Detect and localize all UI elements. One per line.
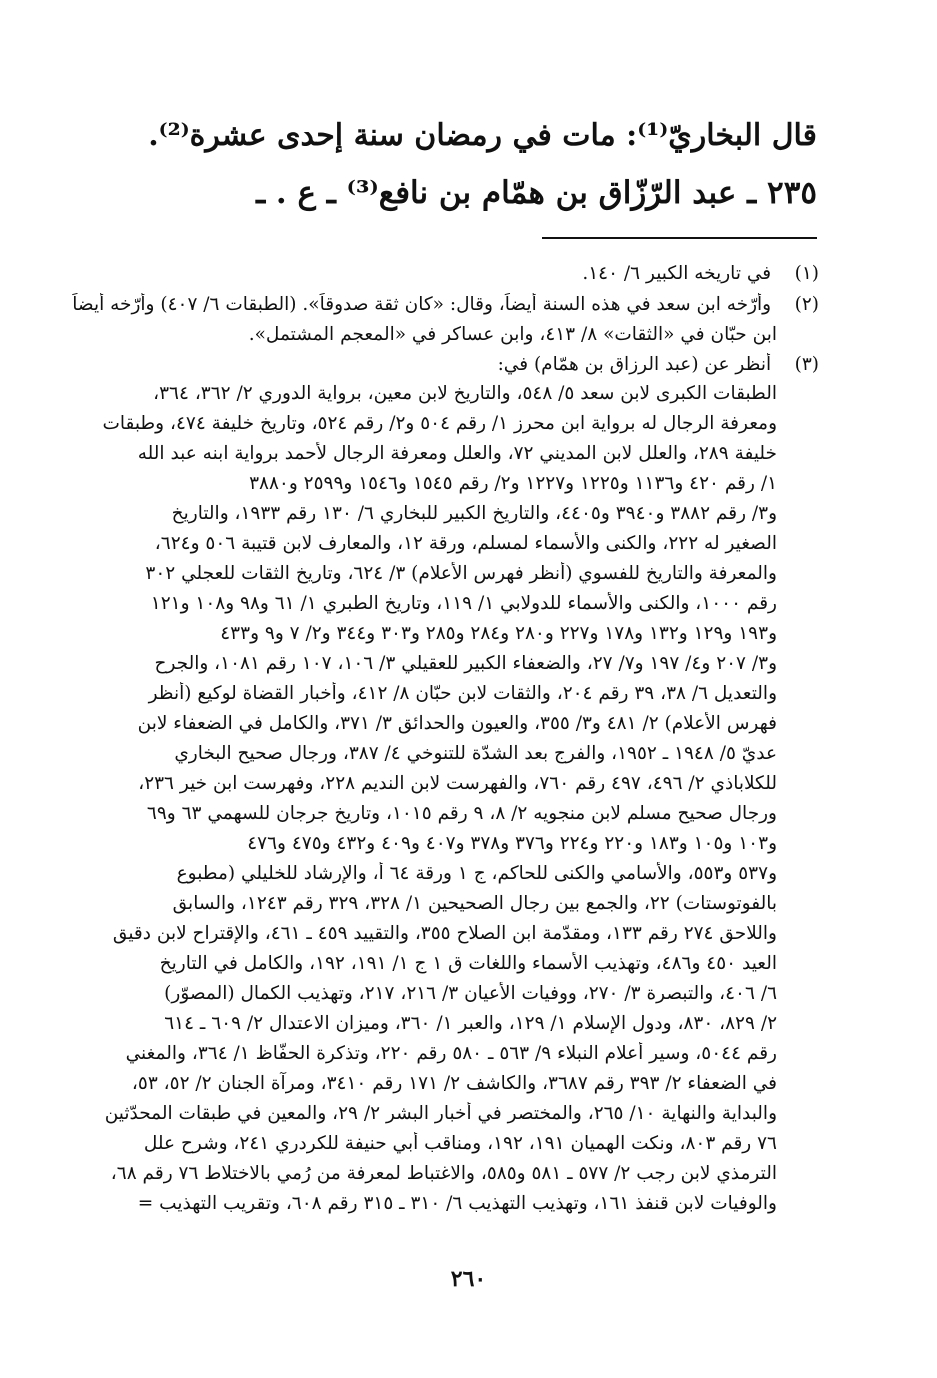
source-line: ٧٦ رقم ٨٠٣، ونكت الهميان ١٩١، ١٩٢، ومناقب أبي حنيفة للكردري ٢٤١، وشرح علل	[143, 1133, 777, 1154]
footnote-number: (١)	[794, 263, 819, 284]
source-line: و١٩٣ و١٢٩ و١٣٢ و١٧٨ و٢٢٧ و٢٨٠ و٢٨٤ و٢٨٥ و٣٠٣ و٣٤٤ و٢/ ٧ و٩ و٤٣٣	[220, 623, 777, 644]
footnote-text: في تاريخه الكبير ٦/ ١٤٠.	[582, 263, 772, 284]
source-line: ومعرفة الرجال له برواية ابن محرز ١/ رقم ٥٠٤ و٢/ رقم ٥٢٤، وتاريخ خليفة ٤٧٤، وطبقات	[102, 413, 777, 434]
source-line: ورجال صحيح مسلم لابن منجويه ٢/ ٨، ٩ رقم ١٠١٥، وتاريخ جرجان للسهمي ٦٣ و٦٩	[146, 803, 777, 824]
footnote-2-continuation: ابن حبّان في «الثقات» ٨/ ٤١٣، وابن عساكر في «المعجم المشتمل».	[248, 324, 777, 345]
source-line: رقم ١٠٠٠، والكنى والأسماء للدولابي ١/ ١١٩، وتاريخ الطبري ١/ ٦١ و٩٨ و١٠٨ و١٢١	[150, 593, 777, 614]
source-line: رقم ٥٠٤٤، وسير أعلام النبلاء ٩/ ٥٦٣ ـ ٥٨٠ رقم ٢٢٠، وتذكرة الحفّاظ ١/ ٣٦٤، والمغني	[125, 1043, 777, 1064]
footnote-divider	[542, 237, 817, 239]
source-line: ٦/ ٤٠٦، والتبصرة ٣/ ٢٧٠، ووفيات الأعيان ٣/ ٢١٦، ٢١٧، وتهذيب الكمال (المصوّر)	[164, 983, 777, 1004]
source-line: عديّ ٥/ ١٩٤٨ ـ ١٩٥٢، والفرج بعد الشدّة للتنوخي ٤/ ٣٨٧، ورجال صحيح البخاري	[174, 743, 777, 764]
footnote-2	[48, 293, 819, 317]
source-line: فهرس الأعلام) ٢/ ٤٨١ و٣/ ٣٥٥، والعيون والحدائق ٣/ ٣٧١، والكامل في الضعفاء لابن	[137, 713, 777, 734]
footnote-text: وأرّخه ابن سعد في هذه السنة أيضاً، وقال: «كان ثقة صدوقاً». (الطبقات ٦/ ٤٠٧) وأرّخه أيضاً	[72, 294, 772, 315]
source-line: واللاحق ٢٧٤ رقم ١٣٣، ومقدّمة ابن الصلاح ٣٥٥، والتقييد ٤٥٩ ـ ٤٦١، والإقتراح لابن دقيق	[112, 923, 777, 944]
page-number: ٢٦٠	[450, 1266, 487, 1292]
source-line: والبداية والنهاية ١٠/ ٢٦٥، والمختصر في أخبار البشر ٢/ ٢٩، والمعين في طبقات المحدّثين	[104, 1103, 777, 1124]
source-line: و٥٣٧ و٥٥٣، والأسامي والكنى للحاكم، ج ١ ورقة ٦٤ أ، والإرشاد للخليلي (مطبوع	[176, 863, 777, 884]
footnote-number: (٢)	[794, 294, 819, 315]
entry-heading: ٢٣٥ ـ عبد الرّزّاق بن همّام بن نافع⁽³⁾ ـ ع . ـ	[256, 175, 817, 211]
source-line: الطبقات الكبرى لابن سعد ٥/ ٥٤٨، والتاريخ لابن معين، برواية الدوري ٢/ ٣٦٢، ٣٦٤،	[153, 383, 777, 404]
footnote-number: (٣)	[794, 354, 819, 375]
source-line: للكلاباذي ٢/ ٤٩٦، ٤٩٧ رقم ٧٦٠، والفهرست لابن النديم ٢٢٨، وفهرست ابن خير ٢٣٦،	[138, 773, 777, 794]
source-line: و٣/ ٢٠٧ و٤/ ١٩٧ و٧/ ٢٧، والضعفاء الكبير للعقيلي ٣/ ١٠٦، ١٠٧ رقم ١٠٨١، والجرح	[154, 653, 777, 674]
source-line: ٢/ ٨٢٩، ٨٣٠، ودول الإسلام ١/ ١٢٩، والعبر ١/ ٣٦٠، وميزان الاعتدال ٢/ ٦٠٩ ـ ٦١٤	[164, 1013, 777, 1034]
footnote-3	[48, 353, 819, 377]
source-line: العيد ٤٥٠ و٤٨٦، وتهذيب الأسماء واللغات ق ١ ج ١/ ١٩١، ١٩٢، والكامل في التاريخ	[159, 953, 777, 974]
source-line: الصغير له ٢٢٢، والكنى والأسماء لمسلم، ورقة ١٢، والمعارف لابن قتيبة ٥٠٦ و٦٢٤،	[154, 533, 777, 554]
source-line: الترمذي لابن رجب ٢/ ٥٧٧ ـ ٥٨١ و٥٨٥، والاغتباط لمعرفة من رُمي بالاختلاط ٧٦ رقم ٦٨،	[110, 1163, 777, 1184]
source-line: ١/ رقم ٤٢٠ و١١٣٦ و١٢٢٥ و١٢٢٧ و٢/ رقم ١٥٤٥ و١٥٤٦ و٢٥٩٩ و٣٨٨٠	[249, 473, 777, 494]
source-line: و٣/ رقم ٣٨٨٢ و٣٩٤٠ و٤٤٠٥، والتاريخ الكبير للبخاري ٦/ ١٣٠ رقم ١٩٣٣، والتاريخ	[171, 503, 777, 524]
source-line: بالفوتوستات) ٢٢، والجمع بين رجال الصحيحين ١/ ٣٢٨، ٣٢٩ رقم ١٢٤٣، والسابق	[172, 893, 777, 914]
footnote-1	[48, 262, 819, 286]
death-report-line: قال البخاريّ⁽¹⁾: مات في رمضان سنة إحدى عشرة⁽²⁾.	[148, 118, 817, 153]
footnote-text: أنظر عن (عبد الرزاق بن همّام) في:	[497, 354, 772, 375]
source-line: خليفة ٢٨٩، والعلل لابن المديني ٧٢، والعلل ومعرفة الرجال لأحمد برواية ابنه عبد الله	[137, 443, 777, 464]
source-line: والمعرفة والتاريخ للفسوي (أنظر فهرس الأعلام) ٣/ ٦٢٤، وتاريخ الثقات للعجلي ٣٠٢	[145, 563, 777, 584]
source-line: والتعديل ٦/ ٣٨، ٣٩ رقم ٢٠٤، والثقات لابن حبّان ٨/ ٤١٢، وأخبار القضاة لوكيع (أنظر	[148, 683, 777, 704]
source-line: و١٠٣ و١٠٥ و١٨٣ و٢٢٠ و٢٢٤ و٣٧٦ و٣٧٨ و٤٠٧ و٤٠٩ و٤٣٢ و٤٧٥ و٤٧٦	[247, 833, 777, 854]
source-line: في الضعفاء ٢/ ٣٩٣ رقم ٣٦٨٧، والكاشف ٢/ ١٧١ رقم ٣٤١٠، ومرآة الجنان ٢/ ٥٢، ٥٣،	[131, 1073, 777, 1094]
source-line: والوفيات لابن قنفذ ١٦١، وتهذيب التهذيب ٦/ ٣١٠ ـ ٣١٥ رقم ٦٠٨، وتقريب التهذيب =	[137, 1193, 777, 1214]
